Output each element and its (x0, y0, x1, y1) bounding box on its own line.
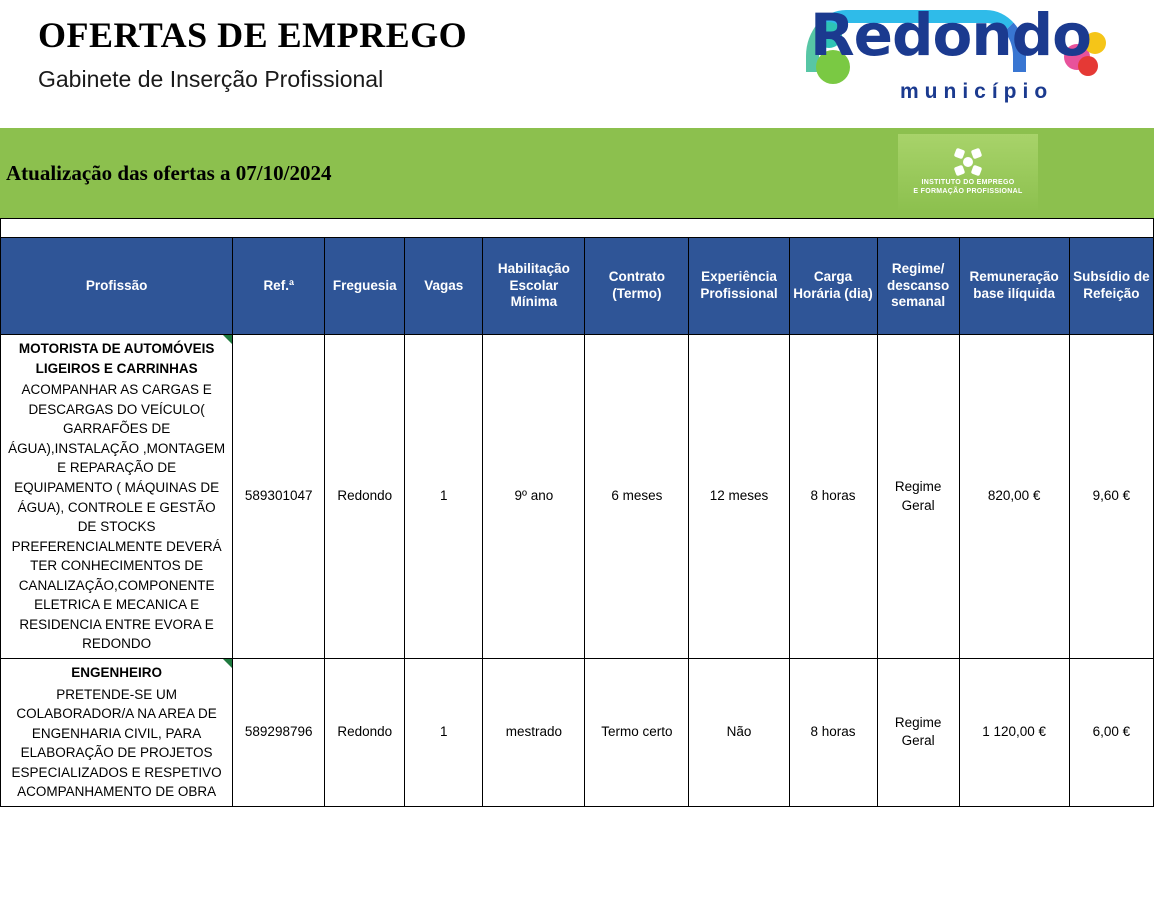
cell-freguesia: Redondo (325, 335, 405, 659)
cell-regime: Regime Geral (877, 335, 959, 659)
cell-contrato: 6 meses (585, 335, 689, 659)
page-header (0, 0, 1154, 128)
cell-subsidio: 9,60 € (1069, 335, 1153, 659)
cell-experiencia: 12 meses (689, 335, 789, 659)
profissao-descricao: PRETENDE-SE UM COLABORADOR/A NA AREA DE ENGENHARIA CIVIL, PARA ELABORAÇÃO DE PROJETOS ESPECIALIZADOS E RESPETIVO ACOMPANHAMENTO DE OBRA (11, 686, 222, 800)
col-vagas: Vagas (405, 238, 483, 335)
logo-subtitle: município (900, 80, 1054, 103)
profissao-titulo: ENGENHEIRO (71, 665, 162, 680)
comment-marker-icon (223, 335, 232, 344)
cell-remuneracao: 1 120,00 € (959, 659, 1069, 807)
profissao-titulo: MOTORISTA DE AUTOMÓVEIS LIGEIROS E CARRINHAS (18, 341, 215, 376)
iefp-logo (898, 134, 1038, 212)
cell-referencia: 589298796 (233, 659, 325, 807)
col-contrato: Contrato (Termo) (585, 238, 689, 335)
col-habilitacao: Habilitação Escolar Mínima (483, 238, 585, 335)
cell-experiencia: Não (689, 659, 789, 807)
page-subtitle: Gabinete de Inserção Profissional (38, 66, 384, 92)
table-spacer-row (1, 219, 1154, 238)
cell-contrato: Termo certo (585, 659, 689, 807)
cell-profissao (1, 335, 233, 659)
col-regime: Regime/ descanso semanal (877, 238, 959, 335)
cell-regime: Regime Geral (877, 659, 959, 807)
cell-carga-horaria: 8 horas (789, 335, 877, 659)
iefp-mark-icon (955, 149, 981, 175)
cell-vagas: 1 (405, 659, 483, 807)
cell-referencia: 589301047 (233, 335, 325, 659)
col-referencia: Ref.ª (233, 238, 325, 335)
col-experiencia: Experiência Profissional (689, 238, 789, 335)
update-date-text: Atualização das ofertas a 07/10/2024 (6, 160, 332, 185)
table-header-row (1, 238, 1154, 335)
table-header (1, 219, 1154, 335)
iefp-line-2: E FORMAÇÃO PROFISSIONAL (913, 188, 1023, 195)
comment-marker-icon (223, 659, 232, 668)
table-body (1, 335, 1154, 807)
cell-vagas: 1 (405, 335, 483, 659)
cell-profissao (1, 659, 233, 807)
col-freguesia: Freguesia (325, 238, 405, 335)
col-subsidio: Subsídio de Refeição (1069, 238, 1153, 335)
cell-habilitacao: mestrado (483, 659, 585, 807)
page-title: OFERTAS DE EMPREGO (38, 15, 468, 55)
cell-carga-horaria: 8 horas (789, 659, 877, 807)
cell-freguesia: Redondo (325, 659, 405, 807)
table-row (1, 335, 1154, 659)
job-offers-table (0, 218, 1154, 807)
logo-wordmark: Redondo (810, 1, 1092, 69)
col-remuneracao: Remuneração base ilíquida (959, 238, 1069, 335)
col-profissao: Profissão (1, 238, 233, 335)
cell-remuneracao: 820,00 € (959, 335, 1069, 659)
table-row (1, 659, 1154, 807)
col-carga-horaria: Carga Horária (dia) (789, 238, 877, 335)
update-band (0, 128, 1154, 218)
redondo-municipio-logo (810, 1, 1110, 114)
profissao-descricao: ACOMPANHAR AS CARGAS E DESCARGAS DO VEÍCULO( GARRAFÕES DE ÁGUA),INSTALAÇÃO ,MONTAGEM E REPARAÇÃO DE EQUIPAMENTO ( MÁQUINAS DE ÁGUA), CONTROLE E GESTÃO DE STOCKS PREFERENCIALMENTE DEVERÁ TER CONHECIMENTOS DE CANALIZAÇÃO,COMPONENTE ELETRICA E MECANICA E RESIDENCIA ENTRE EVORA E REDONDO (8, 382, 226, 652)
cell-habilitacao: 9º ano (483, 335, 585, 659)
iefp-line-1: INSTITUTO DO EMPREGO (921, 179, 1015, 187)
cell-subsidio: 6,00 € (1069, 659, 1153, 807)
